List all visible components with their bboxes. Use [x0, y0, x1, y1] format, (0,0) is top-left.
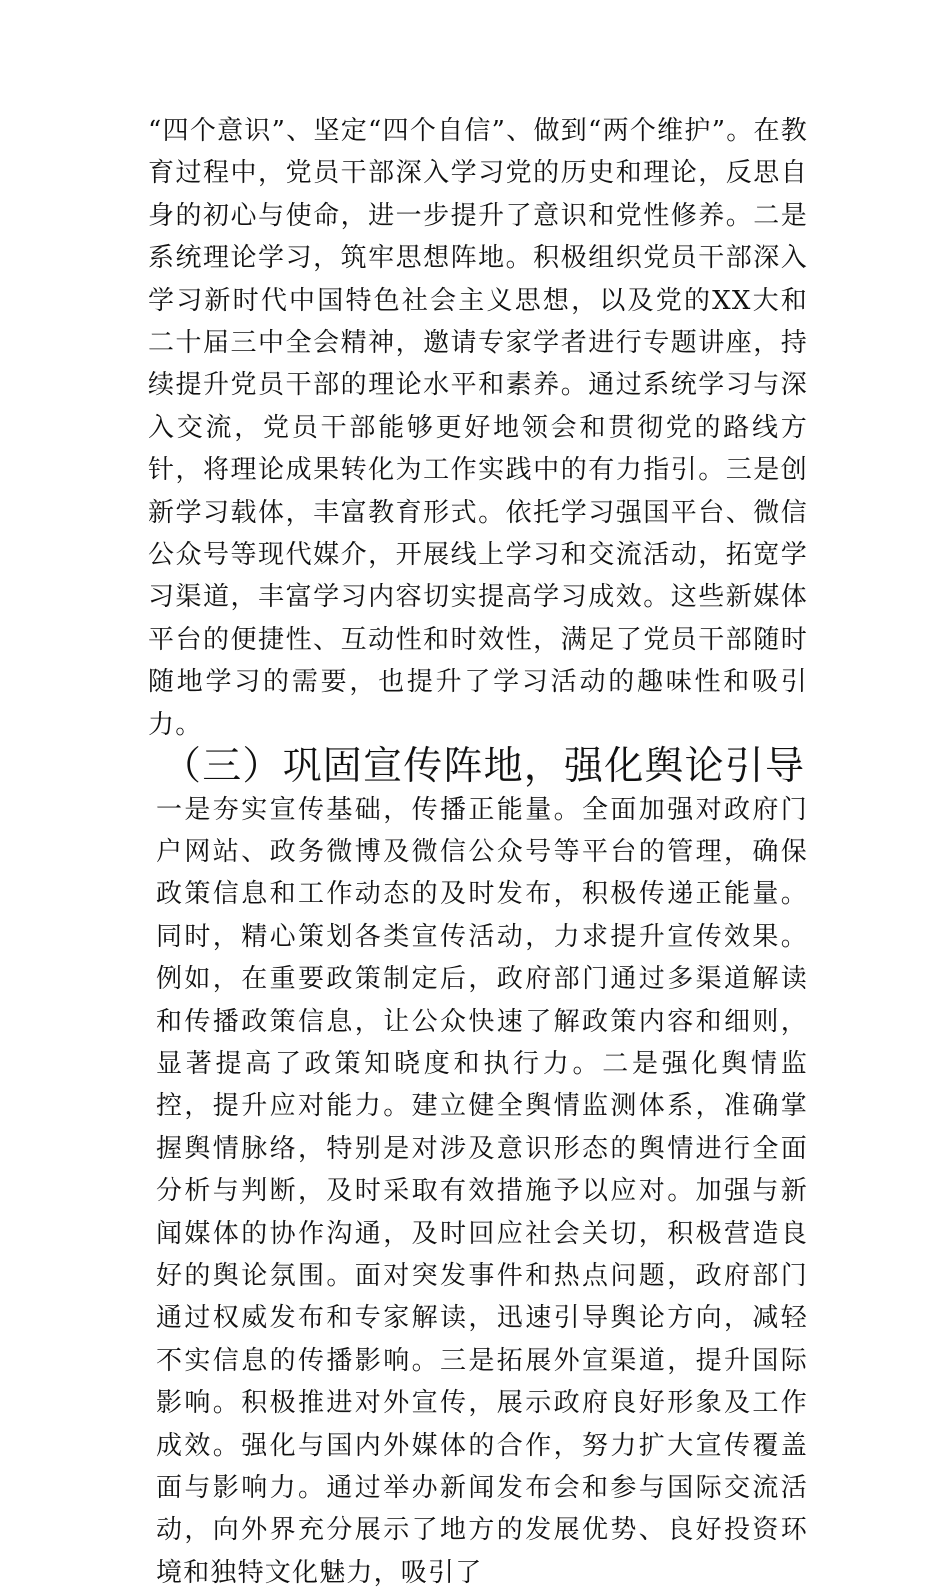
document-body	[148, 110, 808, 1594]
body-paragraph-2: 一是夯实宣传基础，传播正能量。全面加强对政府门户网站、政务微博及微信公众号等平台的管理，确保政策信息和工作动态的及时发布，积极传递正能量。同时，精心策划各类宣传活动，力求提升宣传效果。例如，在重要政策制定后，政府部门通过多渠道解读和传播政策信息，让公众快速了解政策内容和细则，显著提高了政策知晓度和执行力。二是强化舆情监控，提升应对能力。建立健全舆情监测体系，准确掌握舆情脉络，特别是对涉及意识形态的舆情进行全面分析与判断，及时采取有效措施予以应对。加强与新闻媒体的协作沟通，及时回应社会关切，积极营造良好的舆论氛围。面对突发事件和热点问题，政府部门通过权威发布和专家解读，迅速引导舆论方向，减轻不实信息的传播影响。三是拓展外宣渠道，提升国际影响。积极推进对外宣传，展示政府良好形象及工作成效。强化与国内外媒体的合作，努力扩大宣传覆盖面与影响力。通过举办新闻发布会和参与国际交流活动，向外界充分展示了地方的发展优势、良好投资环境和独特文化魅力，吸引了	[148, 789, 808, 1594]
section-heading: （三）巩固宣传阵地，强化舆论引导	[148, 746, 808, 788]
body-paragraph-1: “四个意识”、坚定“四个自信”、做到“两个维护”。在教育过程中，党员干部深入学习党的历史和理论，反思自身的初心与使命，进一步提升了意识和党性修养。二是系统理论学习，筑牢思想阵地。积极组织党员干部深入学习新时代中国特色社会主义思想，以及党的XX大和二十届三中全会精神，邀请专家学者进行专题讲座，持续提升党员干部的理论水平和素养。通过系统学习与深入交流，党员干部能够更好地领会和贯彻党的路线方针，将理论成果转化为工作实践中的有力指引。三是创新学习载体，丰富教育形式。依托学习强国平台、微信公众号等现代媒介，开展线上学习和交流活动，拓宽学习渠道，丰富学习内容切实提高学习成效。这些新媒体平台的便捷性、互动性和时效性，满足了党员干部随时随地学习的需要，也提升了学习活动的趣味性和吸引力。	[148, 110, 808, 746]
